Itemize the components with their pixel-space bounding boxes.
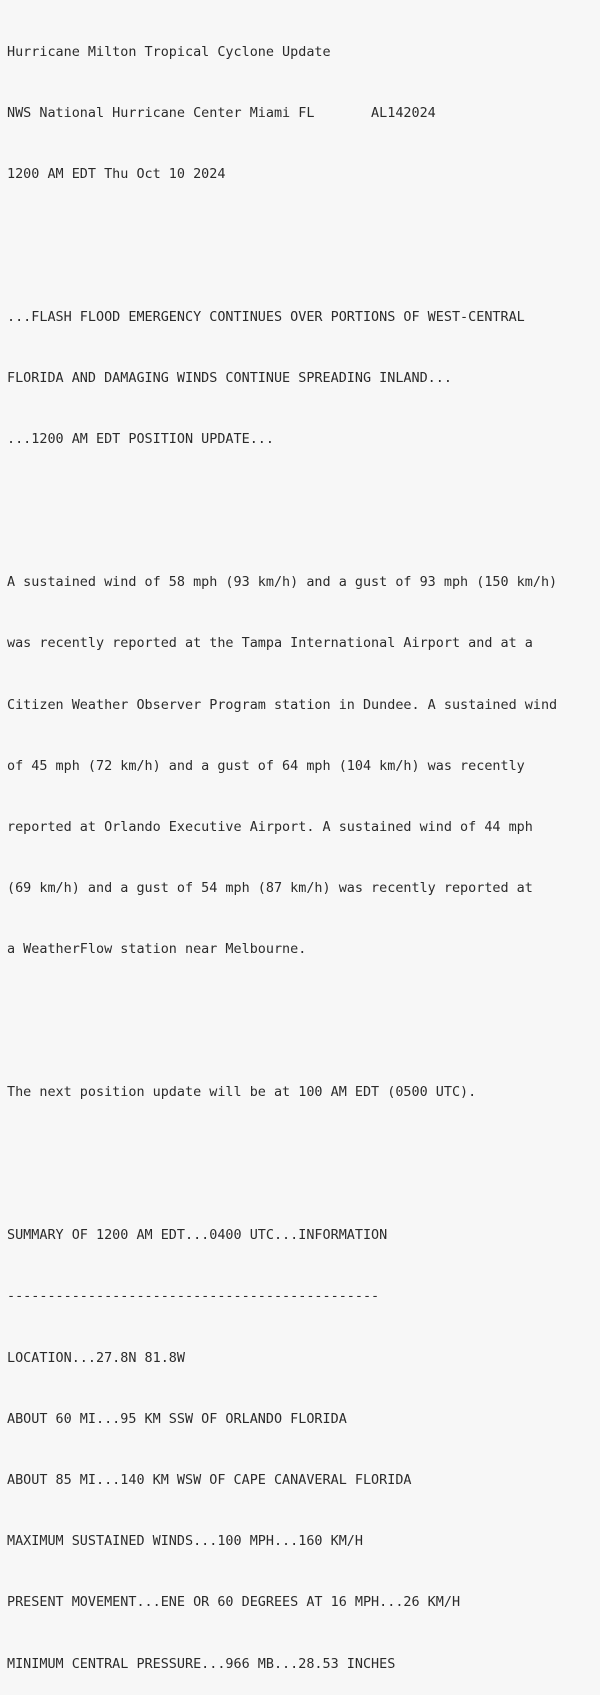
summary-divider: ---------------------------------------------- <box>7 1289 380 1305</box>
issued-timestamp: 1200 AM EDT Thu Oct 10 2024 <box>7 167 226 183</box>
headline-line-1: ...FLASH FLOOD EMERGENCY CONTINUES OVER PORTIONS OF WEST-CENTRAL <box>7 310 525 326</box>
body-line: a WeatherFlow station near Melbourne. <box>7 942 307 958</box>
body-line: reported at Orlando Executive Airport. A sustained wind of 44 mph <box>7 820 533 836</box>
summary-heading: SUMMARY OF 1200 AM EDT...0400 UTC...INFORMATION <box>7 1228 388 1244</box>
headline-line-2: FLORIDA AND DAMAGING WINDS CONTINUE SPREADING INLAND... <box>7 371 452 387</box>
spacer <box>7 1144 600 1164</box>
spacer <box>7 1002 600 1022</box>
summary-distance-orlando: ABOUT 60 MI...95 KM SSW OF ORLANDO FLORIDA <box>7 1411 347 1427</box>
headline-line-3: ...1200 AM EDT POSITION UPDATE... <box>7 432 274 448</box>
body-line: of 45 mph (72 km/h) and a gust of 64 mph (104 km/h) was recently <box>7 758 525 774</box>
spacer <box>7 492 600 512</box>
body-line: (69 km/h) and a gust of 54 mph (87 km/h) was recently reported at <box>7 881 533 897</box>
body-line: was recently reported at the Tampa International Airport and at a <box>7 636 533 652</box>
summary-movement: PRESENT MOVEMENT...ENE OR 60 DEGREES AT 16 MPH...26 KM/H <box>7 1595 461 1611</box>
body-line: A sustained wind of 58 mph (93 km/h) and a gust of 93 mph (150 km/h) <box>7 575 558 591</box>
spacer <box>7 226 600 246</box>
advisory-title: Hurricane Milton Tropical Cyclone Update <box>7 44 331 60</box>
next-update-notice: The next position update will be at 100 AM EDT (0500 UTC). <box>7 1085 477 1101</box>
summary-distance-cape-canaveral: ABOUT 85 MI...140 KM WSW OF CAPE CANAVERAL FLORIDA <box>7 1472 412 1488</box>
summary-max-winds: MAXIMUM SUSTAINED WINDS...100 MPH...160 KM/H <box>7 1534 363 1550</box>
summary-pressure: MINIMUM CENTRAL PRESSURE...966 MB...28.53 INCHES <box>7 1656 396 1672</box>
body-line: Citizen Weather Observer Program station in Dundee. A sustained wind <box>7 697 558 713</box>
summary-location: LOCATION...27.8N 81.8W <box>7 1350 185 1366</box>
issuing-office-line: NWS National Hurricane Center Miami FL AL142024 <box>7 106 436 122</box>
